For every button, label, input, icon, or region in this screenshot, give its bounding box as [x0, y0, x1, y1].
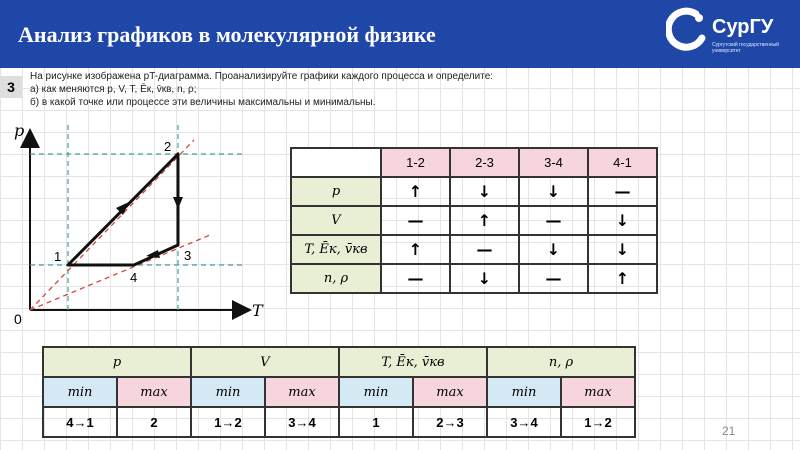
- table-cell: —: [519, 206, 588, 235]
- max-header: max: [413, 377, 487, 407]
- task-line-1: На рисунке изображена pT-диаграмма. Проанализируйте графики каждого процесса и определите:: [30, 71, 494, 82]
- logo-ring-icon: [666, 6, 710, 56]
- column-header-1-2: 1-2: [381, 148, 450, 177]
- table-cell: 4→1: [43, 407, 117, 437]
- table-row: [43, 407, 635, 437]
- origin-label: 0: [14, 311, 22, 327]
- pt-diagram: [10, 120, 280, 330]
- max-header: max: [561, 377, 635, 407]
- group-header-p: p: [43, 347, 191, 377]
- table-cell: 3→4: [487, 407, 561, 437]
- column-header-4-1: 4-1: [588, 148, 657, 177]
- table-corner: [291, 148, 381, 177]
- table-cell: 1→2: [561, 407, 635, 437]
- table-cell: 2: [117, 407, 191, 437]
- arrow-3-4: [146, 250, 160, 258]
- table-cell: ↑: [588, 264, 657, 293]
- row-label: T, Ēк, v̄кв: [291, 235, 381, 264]
- table-cell: —: [381, 264, 450, 293]
- task-number: 3: [0, 76, 22, 98]
- task-line-2: а) как меняются p, V, T, Ēк, v̄кв, n, ρ;: [30, 84, 197, 95]
- table-cell: ↑: [381, 235, 450, 264]
- table-row: [291, 206, 657, 235]
- table-cell: ↑: [450, 206, 519, 235]
- table-cell: 3→4: [265, 407, 339, 437]
- point-3-label: 3: [184, 248, 192, 263]
- table-cell: 1: [339, 407, 413, 437]
- column-header-3-4: 3-4: [519, 148, 588, 177]
- table-cell: ↓: [519, 235, 588, 264]
- group-header-n: n, ρ: [487, 347, 635, 377]
- min-header: min: [43, 377, 117, 407]
- column-header-2-3: 2-3: [450, 148, 519, 177]
- min-header: min: [191, 377, 265, 407]
- page-number: 21: [722, 424, 736, 438]
- point-4-label: 4: [130, 270, 138, 285]
- table-cell: ↓: [588, 235, 657, 264]
- university-logo: [666, 6, 796, 62]
- min-max-table: [42, 346, 636, 438]
- table-cell: 1→2: [191, 407, 265, 437]
- logo-subtitle: Сургутский государственный университет: [712, 42, 779, 54]
- table-cell: ↓: [450, 264, 519, 293]
- table-cell: —: [381, 206, 450, 235]
- point-2-label: 2: [164, 139, 172, 154]
- slide-title: Анализ графиков в молекулярной физике: [18, 22, 436, 47]
- table-cell: —: [519, 264, 588, 293]
- row-label: n, ρ: [291, 264, 381, 293]
- task-line-3: б) в какой точке или процессе эти величины максимальны и минимальны.: [30, 97, 376, 108]
- min-header: min: [487, 377, 561, 407]
- t-axis-label: T: [252, 301, 263, 320]
- slide-header: [0, 0, 800, 68]
- task-text: [30, 70, 493, 109]
- isochore-line-1: [30, 140, 194, 310]
- process-changes-table: [290, 147, 658, 294]
- table-cell: —: [450, 235, 519, 264]
- table-cell: ↑: [381, 177, 450, 206]
- table-row: [291, 264, 657, 293]
- group-header-v: V: [191, 347, 339, 377]
- table-cell: 2→3: [413, 407, 487, 437]
- table-cell: ↓: [588, 206, 657, 235]
- logo-text: СурГУ: [712, 16, 774, 38]
- arrow-2-3: [173, 197, 183, 209]
- max-header: max: [265, 377, 339, 407]
- table-cell: ↓: [519, 177, 588, 206]
- point-1-label: 1: [54, 249, 62, 264]
- table-row: [291, 177, 657, 206]
- isochore-line-2: [30, 235, 210, 310]
- row-label: V: [291, 206, 381, 235]
- row-label: p: [291, 177, 381, 206]
- table-cell: —: [588, 177, 657, 206]
- table-cell: ↓: [450, 177, 519, 206]
- group-header-t: T, Ēк, v̄кв: [339, 347, 487, 377]
- table-row: [291, 235, 657, 264]
- max-header: max: [117, 377, 191, 407]
- p-axis-label: p: [14, 121, 25, 140]
- min-header: min: [339, 377, 413, 407]
